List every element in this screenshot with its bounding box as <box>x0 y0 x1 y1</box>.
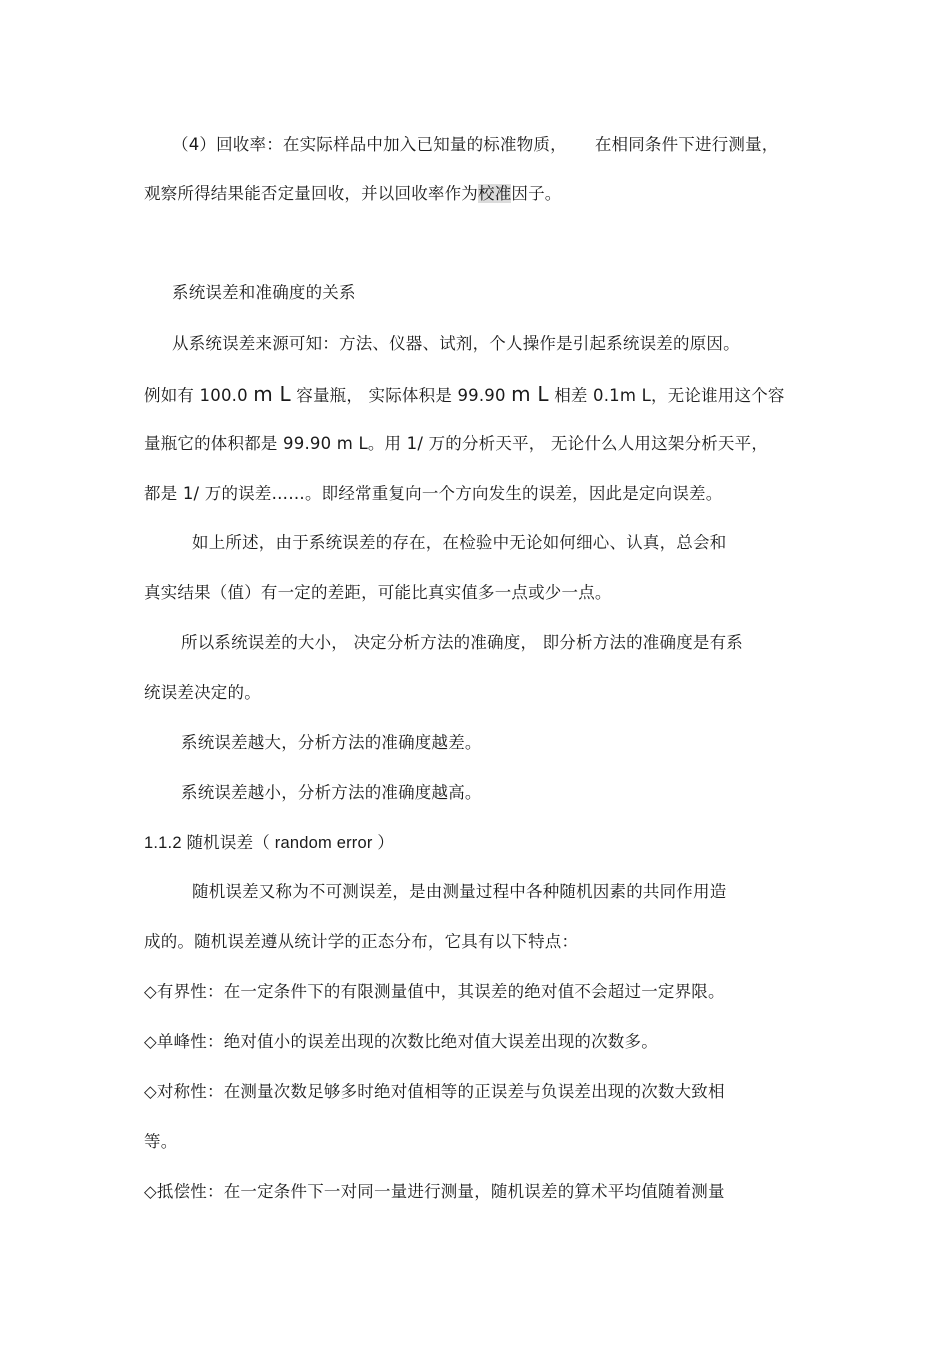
sources-line-2-part-c: 相差 0.1m L，无论谁用这个容 <box>548 386 785 405</box>
sources-line-4: 都是 1/ 万的误差……。即经常重复向一个方向发生的误差，因此是定向误差。 <box>144 484 723 503</box>
recovery-line-1-part-b: 在相同条件下进行测量， <box>594 135 779 154</box>
as-above-line-2: 真实结果（值）有一定的差距，可能比真实值多一点或少一点。 <box>144 583 612 602</box>
recovery-line-2 <box>144 183 562 205</box>
recovery-line-1-part-a: （4）回收率：在实际样品中加入已知量的标准物质， <box>172 135 567 154</box>
relation-title: 系统误差和准确度的关系 <box>172 283 356 302</box>
smaller-error-line: 系统误差越小，分析方法的准确度越高。 <box>181 783 482 802</box>
so-line-1: 所以系统误差的大小， 决定分析方法的准确度， 即分析方法的准确度是有系 <box>181 633 743 652</box>
feature-unimodal: ◇单峰性：绝对值小的误差出现的次数比绝对值大误差出现的次数多。 <box>144 1032 658 1051</box>
larger-error-line: 系统误差越大，分析方法的准确度越差。 <box>181 733 482 752</box>
sources-line-2-part-a: 例如有 100.0 <box>144 386 254 405</box>
sources-line-1: 从系统误差来源可知：方法、仪器、试剂，个人操作是引起系统误差的原因。 <box>172 334 740 353</box>
so-line-2: 统误差决定的。 <box>144 683 261 702</box>
recovery-line-1 <box>172 134 779 156</box>
recovery-line-2-part-a: 观察所得结果能否定量回收，并以回收率作为 <box>144 184 478 203</box>
feature-offset: ◇抵偿性：在一定条件下一对同一量进行测量，随机误差的算术平均值随着测量 <box>144 1182 725 1201</box>
sources-line-3: 量瓶它的体积都是 99.90 m L。用 1/ 万的分析天平， 无论什么人用这架分析天平， <box>144 434 769 453</box>
highlighted-text: 校准 <box>478 184 512 203</box>
recovery-line-2-part-b: 因子。 <box>511 184 562 203</box>
random-error-heading: 1.1.2 随机误差（ random error ） <box>144 834 395 852</box>
random-intro-line-1: 随机误差又称为不可测误差，是由测量过程中各种随机因素的共同作用造 <box>192 882 727 901</box>
feature-bounded: ◇有界性：在一定条件下的有限测量值中，其误差的绝对值不会超过一定界限。 <box>144 982 725 1001</box>
feature-symmetric-line-2: 等。 <box>144 1132 178 1151</box>
volume-unit: m L <box>511 382 549 406</box>
sources-line-2-part-b: 容量瓶， 实际体积是 99.90 <box>290 386 512 405</box>
sources-line-2 <box>144 383 785 407</box>
volume-unit: m L <box>253 382 291 406</box>
feature-symmetric-line-1: ◇对称性：在测量次数足够多时绝对值相等的正误差与负误差出现的次数大致相 <box>144 1082 725 1101</box>
as-above-line-1: 如上所述，由于系统误差的存在，在检验中无论如何细心、认真，总会和 <box>192 533 727 552</box>
random-intro-line-2: 成的。随机误差遵从统计学的正态分布，它具有以下特点： <box>144 932 579 951</box>
